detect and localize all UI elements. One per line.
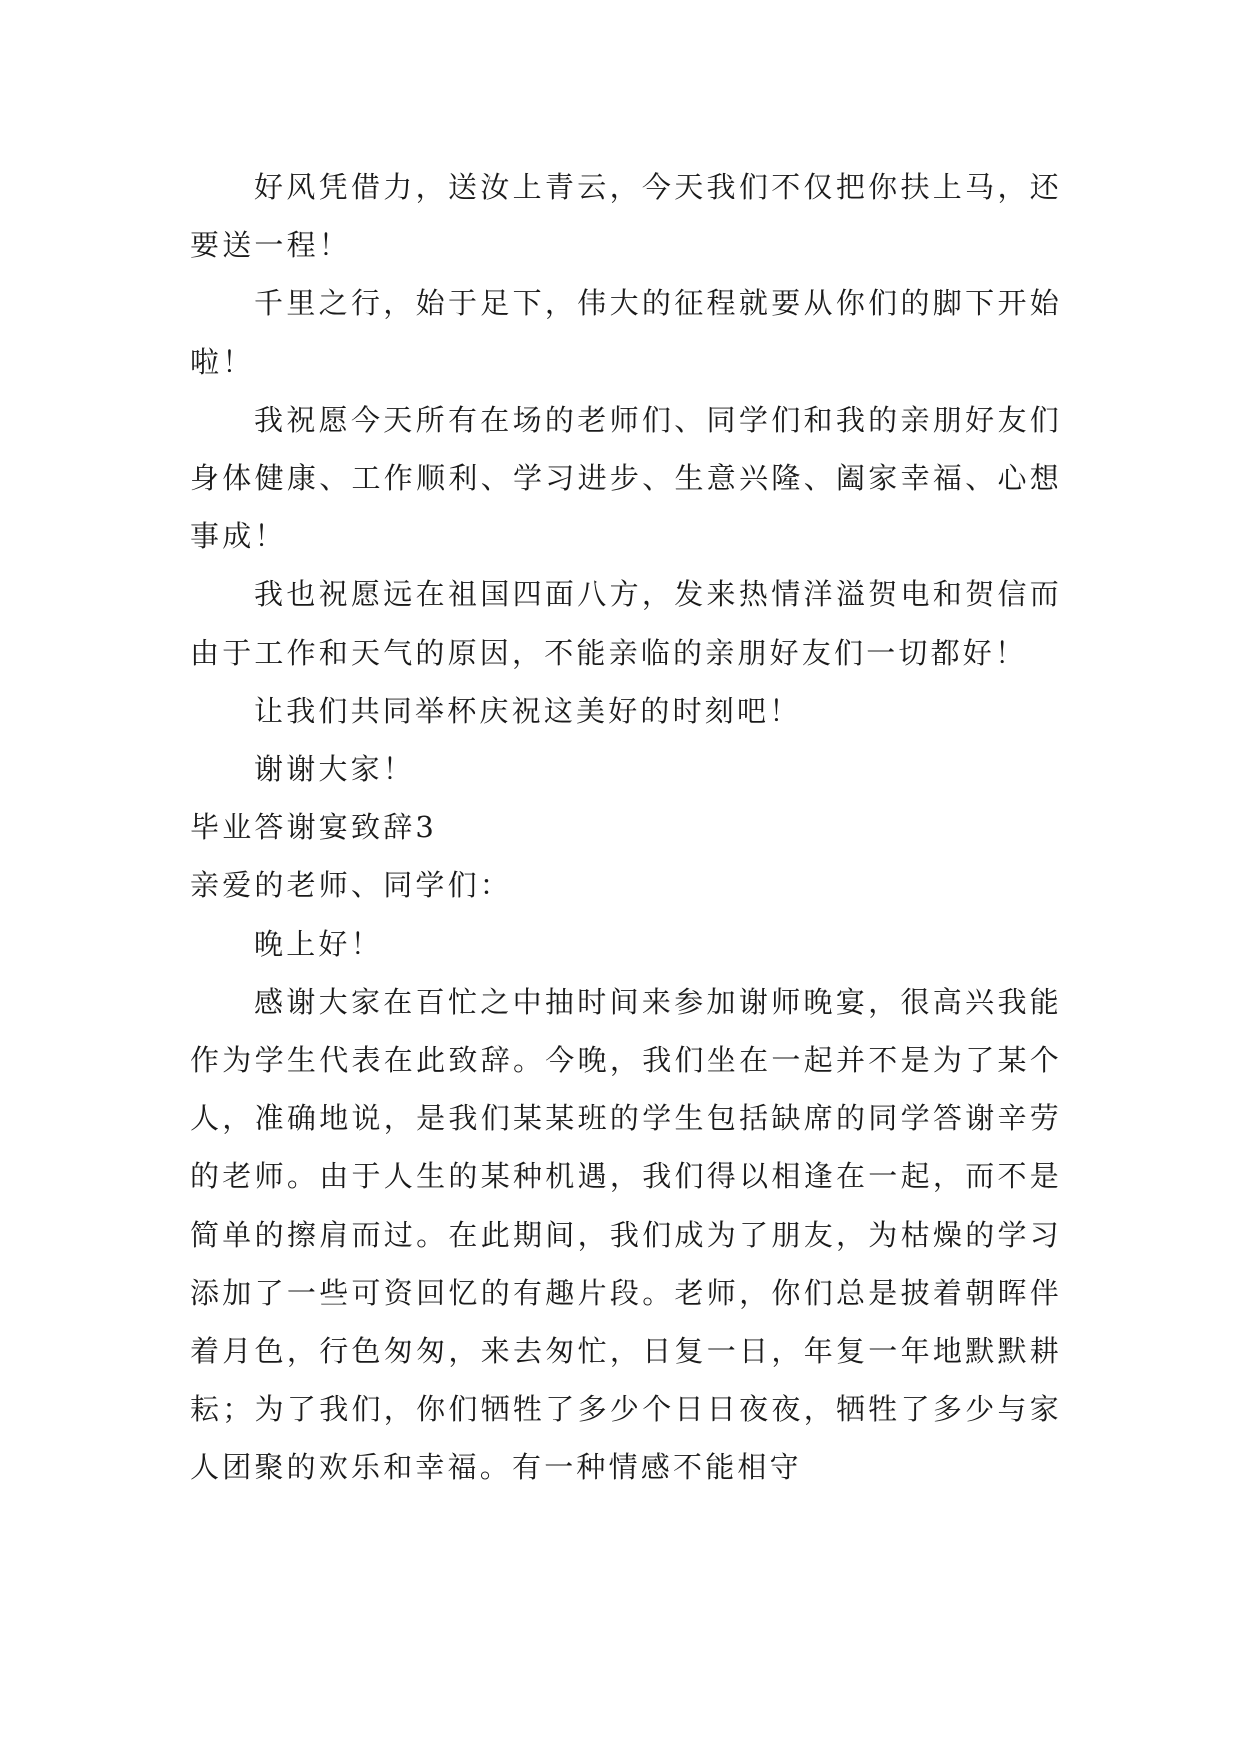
paragraph-5: 让我们共同举杯庆祝这美好的时刻吧！	[254, 693, 802, 728]
salutation: 亲爱的老师、同学们：	[190, 868, 513, 903]
paragraph-2: 千里之行，始于足下，伟大的征程就要从你们的脚下开始啦！	[190, 286, 1062, 379]
greeting: 晚上好！	[254, 926, 383, 961]
paragraph-1: 好风凭借力，送汝上青云，今天我们不仅把你扶上马，还要送一程！	[190, 170, 1062, 263]
paragraph-body: 感谢大家在百忙之中抽时间来参加谢师晚宴，很高兴我能作为学生代表在此致辞。今晚，我们坐在一起并不是为了某个人，准确地说，是我们某某班的学生包括缺席的同学答谢辛劳的老师。由于人生的某种机遇，我们得以相逢在一起，而不是简单的擦肩而过。在此期间，我们成为了朋友，为枯燥的学习添加了一些可资回忆的有趣片段。老师，你们总是披着朝晖伴着月色，行色匆匆，来去匆忙，日复一日，年复一年地默默耕耘；为了我们，你们牺牲了多少个日日夜夜，牺牲了多少与家人团聚的欢乐和幸福。有一种情感不能相守	[190, 984, 1062, 1485]
paragraph-6: 谢谢大家！	[254, 752, 416, 787]
paragraph-4: 我也祝愿远在祖国四面八方，发来热情洋溢贺电和贺信而由于工作和天气的原因，不能亲临的亲朋好友们一切都好！	[190, 577, 1062, 670]
document-body	[190, 158, 1062, 1497]
section-heading: 毕业答谢宴致辞3	[190, 810, 438, 845]
paragraph-3: 我祝愿今天所有在场的老师们、同学们和我的亲朋好友们身体健康、工作顺利、学习进步、生意兴隆、阖家幸福、心想事成！	[190, 402, 1062, 554]
